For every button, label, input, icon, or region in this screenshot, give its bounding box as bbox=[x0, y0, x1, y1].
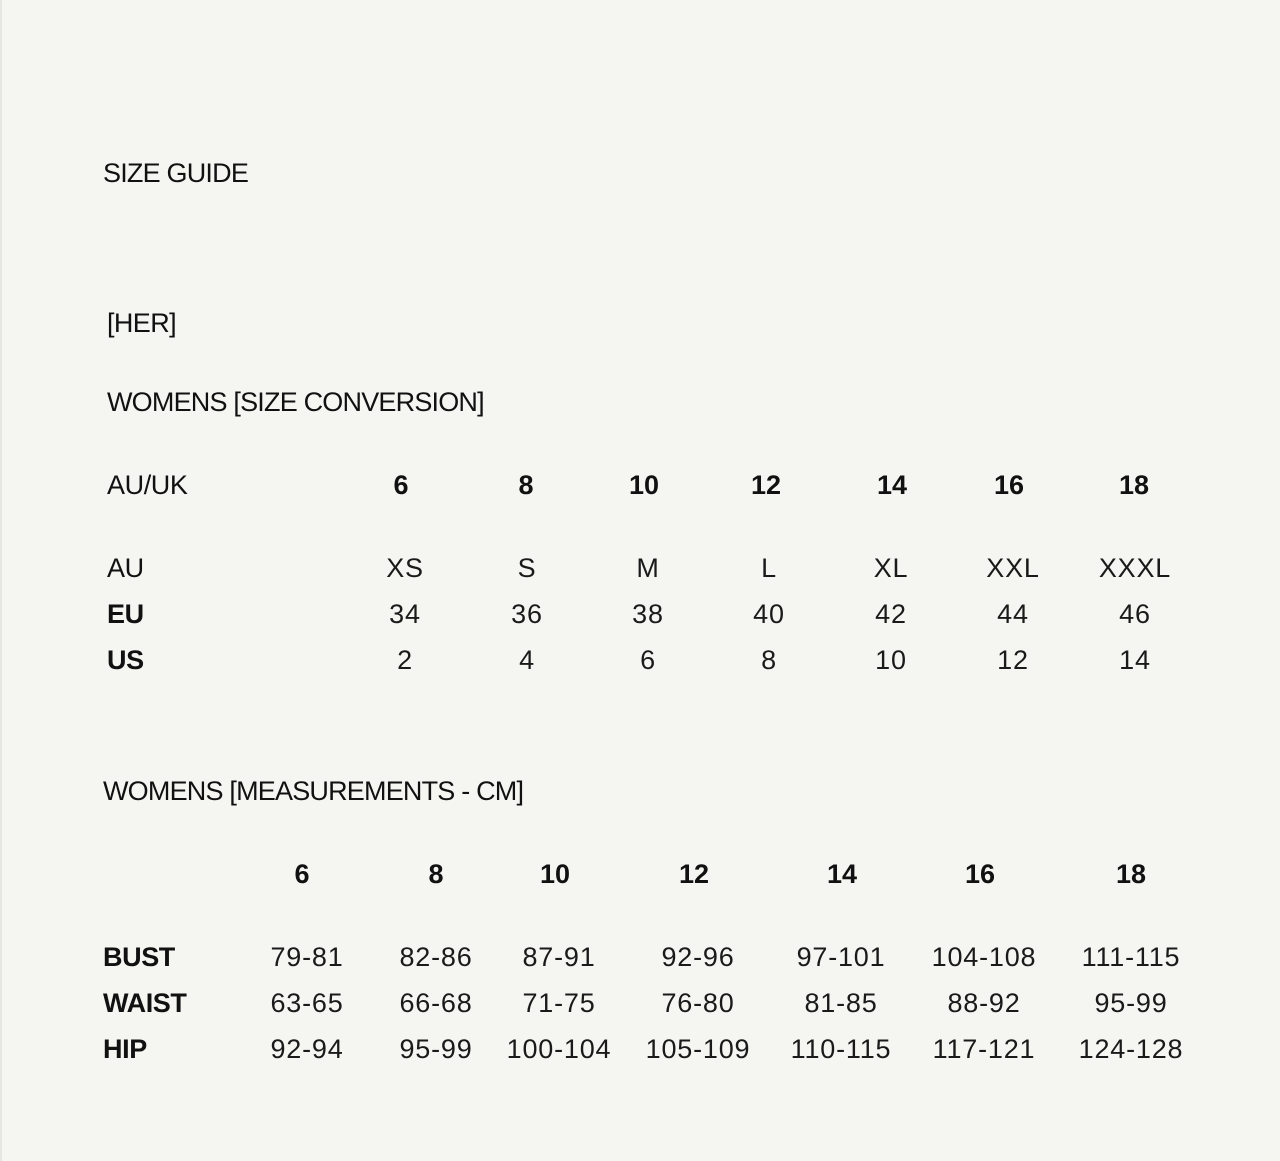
table-cell: 38 bbox=[632, 599, 664, 629]
page-title: SIZE GUIDE bbox=[103, 158, 249, 188]
measurements-header-cell: 16 bbox=[964, 859, 996, 889]
table-cell: 117-121 bbox=[932, 1034, 1036, 1064]
table-cell: 14 bbox=[1119, 645, 1151, 675]
table-cell: 63-65 bbox=[270, 988, 344, 1018]
page-left-border bbox=[0, 0, 2, 1161]
table-cell: 66-68 bbox=[399, 988, 473, 1018]
conversion-header-label: AU/UK bbox=[107, 470, 188, 500]
table-cell: 36 bbox=[511, 599, 543, 629]
table-cell: 81-85 bbox=[804, 988, 878, 1018]
row-label-waist: WAIST bbox=[103, 988, 187, 1018]
table-cell: 95-99 bbox=[1094, 988, 1168, 1018]
table-cell: 46 bbox=[1119, 599, 1151, 629]
table-cell: M bbox=[636, 553, 660, 583]
table-cell: 10 bbox=[875, 645, 907, 675]
conversion-header-cell: 6 bbox=[393, 470, 409, 500]
table-cell: 12 bbox=[997, 645, 1029, 675]
measurements-header-cell: 14 bbox=[826, 859, 858, 889]
table-cell: 92-96 bbox=[661, 942, 735, 972]
table-cell: XS bbox=[386, 553, 424, 583]
conversion-header-cell: 16 bbox=[993, 470, 1025, 500]
table-cell: 100-104 bbox=[506, 1034, 612, 1064]
measurements-header-cell: 8 bbox=[428, 859, 444, 889]
table-cell: 79-81 bbox=[270, 942, 344, 972]
conversion-header-cell: 10 bbox=[628, 470, 660, 500]
table-cell: 71-75 bbox=[522, 988, 596, 1018]
table-cell: 105-109 bbox=[645, 1034, 751, 1064]
measurements-header-cell: 18 bbox=[1115, 859, 1147, 889]
table-cell: 34 bbox=[389, 599, 421, 629]
table-cell: 76-80 bbox=[661, 988, 735, 1018]
table-cell: 95-99 bbox=[399, 1034, 473, 1064]
table-cell: 97-101 bbox=[796, 942, 886, 972]
table-cell: 88-92 bbox=[947, 988, 1021, 1018]
table-cell: 2 bbox=[397, 645, 413, 675]
table-cell: 92-94 bbox=[270, 1034, 344, 1064]
table-cell: 4 bbox=[519, 645, 535, 675]
conversion-header-cell: 8 bbox=[518, 470, 534, 500]
row-label-us: US bbox=[107, 645, 144, 675]
row-label-bust: BUST bbox=[103, 942, 175, 972]
table-cell: 6 bbox=[640, 645, 656, 675]
conversion-header-cell: 12 bbox=[750, 470, 782, 500]
measurements-header-cell: 12 bbox=[678, 859, 710, 889]
table-cell: XXXL bbox=[1098, 553, 1172, 583]
table-cell: 111-115 bbox=[1081, 942, 1181, 972]
conversion-header-cell: 14 bbox=[876, 470, 908, 500]
table-cell: S bbox=[517, 553, 537, 583]
table-cell: 87-91 bbox=[522, 942, 596, 972]
table-cell: 110-115 bbox=[790, 1034, 892, 1064]
table-cell: 42 bbox=[875, 599, 907, 629]
section-label: [HER] bbox=[107, 308, 177, 338]
table-cell: 82-86 bbox=[399, 942, 473, 972]
row-label-hip: HIP bbox=[103, 1034, 147, 1064]
measurements-header-cell: 10 bbox=[539, 859, 571, 889]
row-label-eu: EU bbox=[107, 599, 144, 629]
table-cell: L bbox=[761, 553, 777, 583]
conversion-header-cell: 18 bbox=[1118, 470, 1150, 500]
measurements-table-heading: WOMENS [MEASUREMENTS - CM] bbox=[103, 776, 524, 806]
conversion-table-heading: WOMENS [SIZE CONVERSION] bbox=[107, 387, 484, 417]
row-label-au: AU bbox=[107, 553, 144, 583]
table-cell: XXL bbox=[986, 553, 1040, 583]
table-cell: 40 bbox=[753, 599, 785, 629]
table-cell: 104-108 bbox=[931, 942, 1037, 972]
table-cell: 44 bbox=[997, 599, 1029, 629]
measurements-header-cell: 6 bbox=[294, 859, 310, 889]
table-cell: XL bbox=[873, 553, 909, 583]
table-cell: 124-128 bbox=[1078, 1034, 1184, 1064]
table-cell: 8 bbox=[761, 645, 777, 675]
